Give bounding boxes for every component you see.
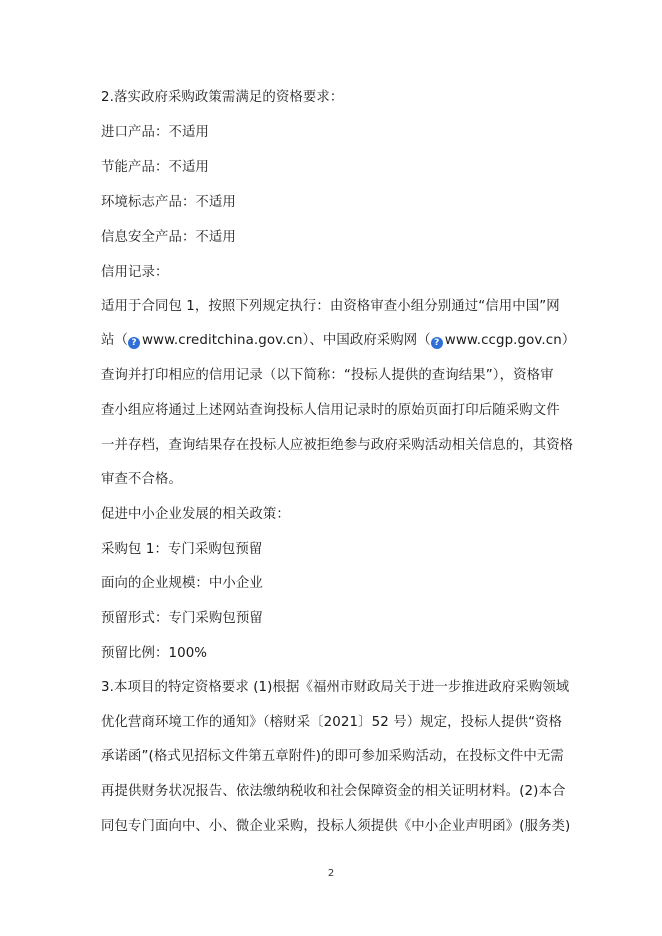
text-line: 承诺函”(格式见招标文件第五章附件)的即可参加采购活动，在投标文件中无需 [101,749,564,764]
text-line: 再提供财务状况报告、依法缴纳税收和社会保障资金的相关证明材料。(2)本合 [101,784,566,799]
text-line: 审查不合格。 [101,472,182,487]
text-fragment: ） [561,333,576,348]
text-line: 信息安全产品：不适用 [101,230,236,245]
ccgp-link[interactable]: www.ccgp.gov.cn [444,333,562,348]
text-line: 同包专门面向中、小、微企业采购，投标人须提供《中小企业声明函》(服务类) [101,819,571,834]
text-line: 信用记录： [101,265,169,280]
text-line: 促进中小企业发展的相关政策： [101,507,290,522]
text-fragment: 站（ [101,333,128,348]
text-line: 进口产品：不适用 [101,125,209,140]
text-fragment: ）、中国政府采购网（ [302,333,431,348]
text-line: 环境标志产品：不适用 [101,195,236,210]
globe-icon: ? [128,337,140,349]
text-line: 查询并打印相应的信用记录（以下简称：“投标人提供的查询结果”），资格审 [101,368,554,383]
creditchina-link[interactable]: www.creditchina.gov.cn [141,333,303,348]
text-line: 采购包 1：专门采购包预留 [101,542,263,557]
text-line: 节能产品：不适用 [101,160,209,175]
section-2-heading: 2.落实政府采购政策需满足的资格要求： [101,90,344,105]
page-number: 2 [327,868,335,879]
text-line: 预留形式：专门采购包预留 [101,611,263,626]
text-line: 一并存档，查询结果存在投标人应被拒绝参与政府采购活动相关信息的，其资格 [101,438,574,453]
link-line [101,331,576,351]
text-line: 面向的企业规模：中小企业 [101,576,263,591]
text-line: 适用于合同包 1，按照下列规定执行：由资格审查小组分别通过“信用中国”网 [101,299,560,314]
text-line: 预留比例：100% [101,646,208,661]
section-3-line: 3.本项目的特定资格要求 (1)根据《福州市财政局关于进一步推进政府采购领域 [101,680,570,695]
text-line: 查小组应将通过上述网站查询投标人信用记录时的原始页面打印后随采购文件 [101,403,560,418]
text-line: 优化营商环境工作的通知》（榕财采〔2021〕52 号）规定，投标人提供“资格 [101,715,563,730]
globe-icon: ? [431,337,443,349]
